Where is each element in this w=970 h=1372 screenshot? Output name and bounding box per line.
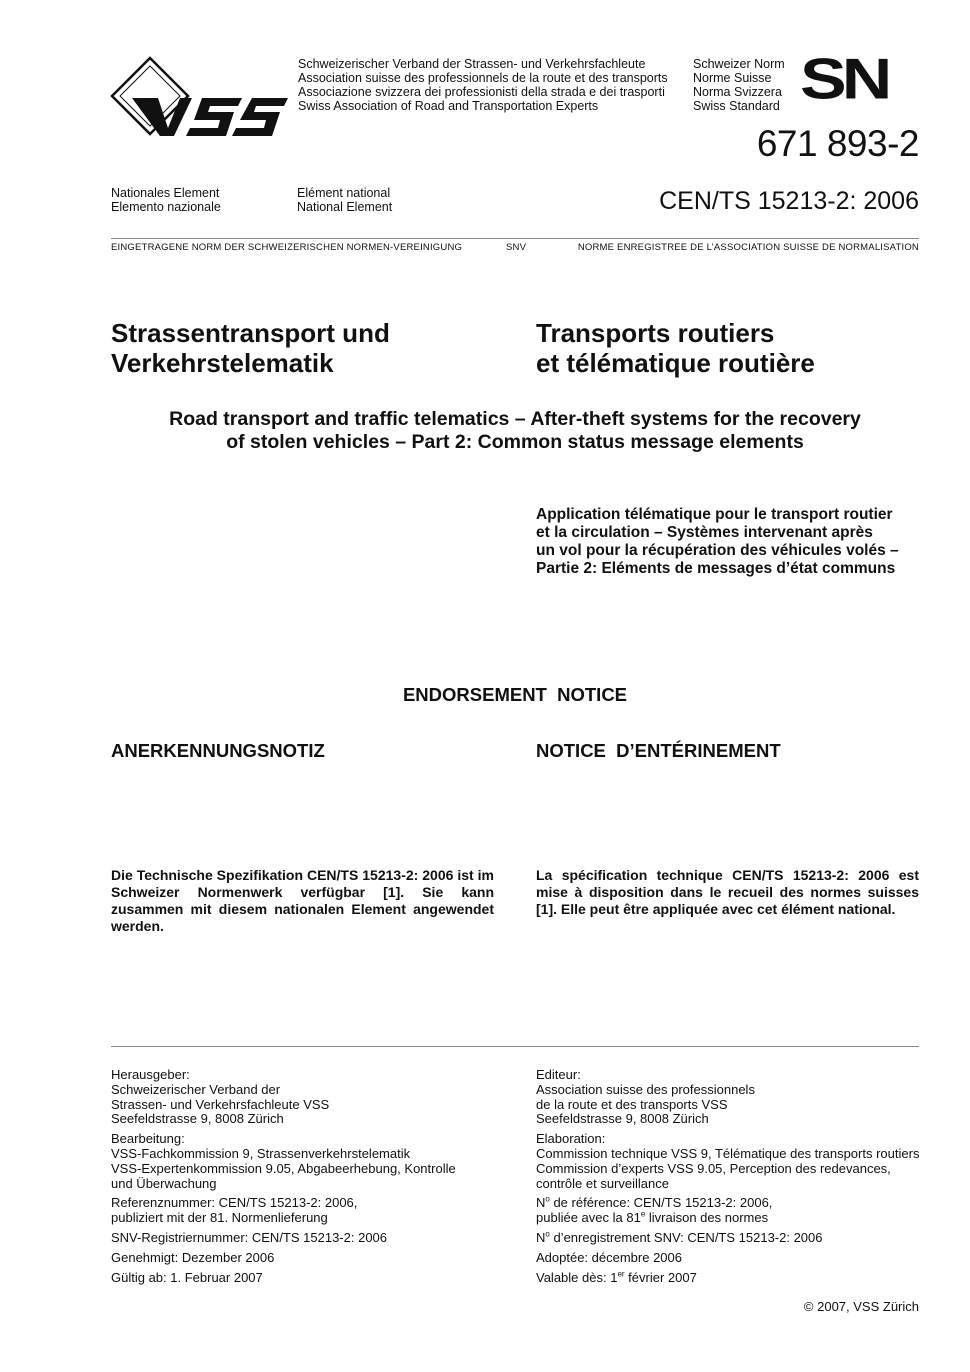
reference2-rest: livraison des normes	[645, 1210, 769, 1226]
publisher-line: Association suisse des professionnels	[536, 1081, 755, 1097]
norm-number: 671 893-2	[756, 123, 919, 164]
registered-fr: NORME ENREGISTREE DE L’ASSOCIATION SUISSE DE NORMALISATION	[577, 242, 919, 253]
reference-prefix: N	[536, 1195, 546, 1211]
notice-enterinement-heading: NOTICE D’ENTÉRINEMENT	[536, 740, 781, 761]
reference-rest: de référence: CEN/TS 15213-2: 2006,	[549, 1195, 773, 1211]
registration-line	[536, 1231, 936, 1246]
org-line: Association suisse des professionnels de la route et des transports	[298, 71, 668, 85]
valid-prefix: Valable dès: 1	[536, 1269, 618, 1285]
element-label: Nationales Element	[111, 186, 220, 200]
reference2-prefix: publiée avec la 81	[536, 1210, 641, 1226]
title-de	[111, 318, 390, 378]
norm-line: Norme Suisse	[693, 71, 772, 85]
header-divider	[111, 238, 919, 239]
cen-number: CEN/TS 15213-2: 2006	[659, 187, 919, 215]
norm-type	[693, 57, 785, 113]
publisher-label: Herausgeber:	[111, 1067, 190, 1082]
publisher-line: Seefeldstrasse 9, 8008 Zürich	[536, 1111, 709, 1127]
reference2-sup: e	[640, 1209, 646, 1219]
registration-line: SNV-Registriernummer: CEN/TS 15213-2: 2006	[111, 1229, 388, 1245]
editing-line: Commission technique VSS 9, Télématique des transports routiers	[536, 1145, 920, 1161]
editing-line: contrôle et surveillance	[536, 1175, 669, 1191]
reference-line: Referenznummer: CEN/TS 15213-2: 2006,	[111, 1195, 358, 1211]
publisher-label: Editeur:	[536, 1067, 581, 1082]
publisher-line: de la route et des transports VSS	[536, 1096, 728, 1112]
element-fr	[297, 186, 392, 214]
element-label: Elément national	[297, 186, 391, 200]
editing-line: Commission d’experts VSS 9.05, Perception des redevances,	[536, 1160, 891, 1176]
reference-sup: o	[545, 1195, 550, 1205]
title-line: Verkehrstelematik	[111, 348, 334, 378]
subtitle-fr	[536, 506, 899, 578]
title-line: of stolen vehicles – Part 2: Common status message elements	[226, 431, 804, 453]
reference-line	[536, 1196, 936, 1226]
editing-label: Elaboration:	[536, 1131, 606, 1147]
title-fr	[536, 318, 815, 378]
anerkennungsnotiz-heading: ANERKENNUNGSNOTIZ	[111, 740, 325, 761]
element-label: National Element	[297, 200, 393, 214]
organization-names	[298, 57, 668, 113]
editing-line: VSS-Fachkommission 9, Strassenverkehrstelematik	[111, 1145, 411, 1161]
approved-line: Genehmigt: Dezember 2006	[111, 1249, 275, 1265]
org-line: Swiss Association of Road and Transportation Experts	[298, 99, 599, 113]
editing-label: Bearbeitung:	[111, 1131, 185, 1147]
title-line: et télématique routière	[536, 348, 815, 378]
imprint-de	[111, 1068, 511, 1290]
norm-line: Swiss Standard	[693, 99, 780, 113]
registered-de: EINGETRAGENE NORM DER SCHWEIZERISCHEN NORMEN-VEREINIGUNG	[111, 242, 463, 253]
notice-body-fr: La spécification technique CEN/TS 15213-2: 2006 est mise à disposition dans le recueil des normes suisses [1]. Elle peut être appliquée avec cet élément national.	[536, 867, 919, 917]
subtitle-line: un vol pour la récupération des véhicules volés –	[536, 542, 899, 559]
subtitle-line: Application télématique pour le transport routier	[536, 506, 893, 523]
sn-logo: SN	[800, 46, 888, 111]
approved-line: Adoptée: décembre 2006	[536, 1249, 682, 1265]
editing-line: VSS-Expertenkommission 9.05, Abgabeerhebung, Kontrolle	[111, 1160, 456, 1176]
valid-line	[536, 1271, 936, 1286]
org-line: Associazione svizzera dei professionisti della strada e dei trasporti	[298, 85, 665, 99]
reference-line: publiziert mit der 81. Normenlieferung	[111, 1210, 328, 1226]
element-de	[111, 186, 221, 214]
org-line: Schweizerischer Verband der Strassen- und Verkehrsfachleute	[298, 57, 646, 71]
endorsement-notice-heading: ENDORSEMENT NOTICE	[402, 684, 628, 705]
editing-line: und Überwachung	[111, 1175, 217, 1191]
registration-sup: o	[545, 1229, 550, 1239]
registration-rest: d’enregistrement SNV: CEN/TS 15213-2: 2006	[549, 1229, 823, 1245]
title-en	[111, 408, 919, 454]
title-line: Strassentransport und	[111, 318, 390, 348]
publisher-line: Schweizerischer Verband der	[111, 1081, 281, 1097]
registration-prefix: N	[536, 1229, 546, 1245]
copyright: © 2007, VSS Zürich	[803, 1299, 919, 1314]
registered-snv: SNV	[506, 242, 527, 253]
valid-rest: février 2007	[624, 1269, 697, 1285]
publisher-line: Strassen- und Verkehrsfachleute VSS	[111, 1096, 330, 1112]
vss-logo	[110, 56, 290, 140]
valid-sup: er	[617, 1269, 625, 1279]
title-line: Road transport and traffic telematics – After-theft systems for the recovery	[169, 408, 861, 430]
notice-body-de: Die Technische Spezifikation CEN/TS 15213-2: 2006 ist im Schweizer Normenwerk verfügbar [1]. Sie kann zusammen mit diesem nationalen Element angewendet werden.	[111, 867, 494, 934]
title-line: Transports routiers	[536, 318, 775, 348]
valid-line: Gültig ab: 1. Februar 2007	[111, 1269, 263, 1285]
subtitle-line: Partie 2: Eléments de messages d’état communs	[536, 560, 896, 577]
publisher-line: Seefeldstrasse 9, 8008 Zürich	[111, 1111, 284, 1127]
imprint-divider	[111, 1046, 919, 1047]
subtitle-line: et la circulation – Systèmes intervenant après	[536, 524, 873, 541]
element-label: Elemento nazionale	[111, 200, 221, 214]
imprint-fr	[536, 1068, 936, 1290]
norm-line: Norma Svizzera	[693, 85, 782, 99]
norm-line: Schweizer Norm	[693, 57, 785, 71]
